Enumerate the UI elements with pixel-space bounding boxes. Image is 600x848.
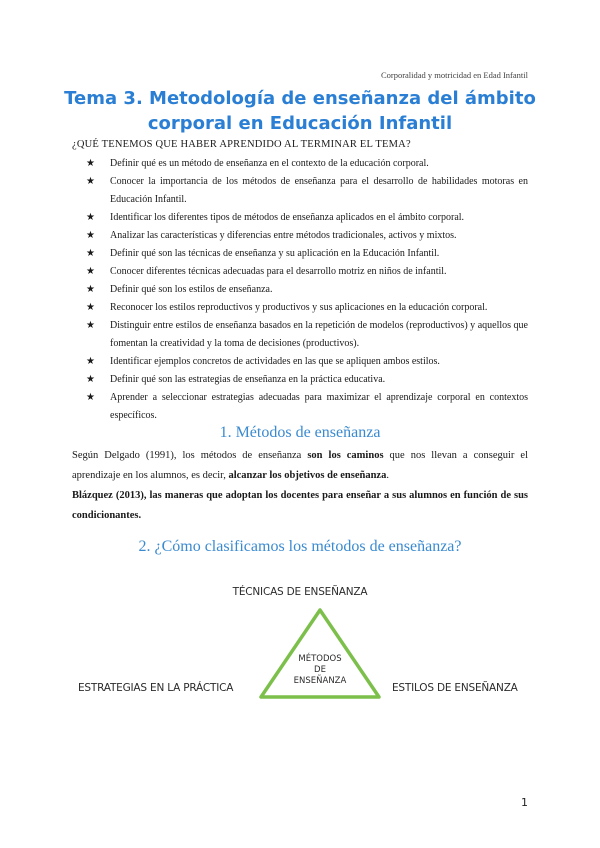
goal-item (72, 353, 528, 371)
goal-text: Definir qué son las técnicas de enseñanza y su aplicación en la Educación Infantil. (110, 248, 440, 259)
star-icon: ★ (86, 356, 95, 367)
page-number: 1 (521, 796, 528, 809)
center-line-1: MÉTODOS (298, 654, 342, 664)
emphasis-text: son los caminos (307, 450, 384, 461)
goal-item (72, 155, 528, 173)
diagram-label-strategies: ESTRATEGIAS EN LA PRÁCTICA (78, 682, 234, 694)
star-icon: ★ (86, 230, 95, 241)
diagram-label-techniques: TÉCNICAS DE ENSEÑANZA (232, 586, 368, 598)
running-header: Corporalidad y motricidad en Edad Infantil (380, 70, 528, 80)
section-heading-classification: 2. ¿Cómo clasificamos los métodos de enseñanza? (138, 538, 462, 555)
goal-item (72, 389, 528, 425)
star-icon: ★ (86, 212, 95, 223)
goal-text: Aprender a seleccionar estrategias adecuadas para maximizar el aprendizaje corporal en contextos específicos. (110, 392, 528, 421)
learning-goals-list (72, 155, 528, 425)
star-icon: ★ (86, 302, 95, 313)
star-icon: ★ (86, 284, 95, 295)
goal-item (72, 281, 528, 299)
star-icon: ★ (86, 176, 95, 187)
paragraph-blazquez: Blázquez (2013), las maneras que adoptan los docentes para enseñar a sus alumnos en función de sus condicionantes. (72, 490, 528, 521)
section-heading-methods: 1. Métodos de enseñanza (219, 424, 381, 441)
goal-text: Definir qué es un método de enseñanza en el contexto de la educación corporal. (110, 158, 429, 169)
goal-text: Analizar las características y diferencias entre métodos tradicionales, activos y mixtos. (110, 230, 457, 241)
diagram-center-label (270, 654, 370, 687)
goal-text: Definir qué son las estrategias de enseñanza en la práctica educativa. (110, 374, 386, 385)
goal-text: Conocer diferentes técnicas adecuadas para el desarrollo motriz en niños de infantil. (110, 266, 447, 277)
star-icon: ★ (86, 320, 95, 331)
paragraph-delgado (72, 446, 528, 486)
center-line-3: ENSEÑANZA (293, 676, 347, 686)
goal-item (72, 299, 528, 317)
goal-text: Identificar ejemplos concretos de actividades en las que se apliquen ambos estilos. (110, 356, 440, 367)
goal-item (72, 317, 528, 353)
goal-item (72, 371, 528, 389)
paragraph-text: Según Delgado (1991), los métodos de enseñanza (72, 450, 308, 461)
goal-item (72, 227, 528, 245)
title-line-1: Tema 3. Metodología de enseñanza del ámbito (64, 88, 536, 109)
goal-item (72, 245, 528, 263)
title-line-2: corporal en Educación Infantil (147, 113, 453, 134)
goal-text: Distinguir entre estilos de enseñanza basados en la repetición de modelos (reproductivos) y aquellos que fomentan la creatividad y la toma de decisiones (productivos). (110, 320, 528, 349)
star-icon: ★ (86, 158, 95, 169)
methods-diagram (0, 570, 600, 720)
star-icon: ★ (86, 392, 95, 403)
center-line-2: DE (314, 665, 326, 675)
goal-item (72, 263, 528, 281)
paragraph-text: que nos llevan a conseguir el aprendizaje en los alumnos, es decir, (72, 450, 528, 481)
goal-item (72, 209, 528, 227)
goal-text: Reconocer los estilos reproductivos y productivos y sus aplicaciones en la educación corporal. (110, 302, 488, 313)
paragraph-text: . (386, 470, 389, 481)
goal-text: Identificar los diferentes tipos de métodos de enseñanza aplicados en el ámbito corporal. (110, 212, 465, 223)
star-icon: ★ (86, 248, 95, 259)
emphasis-text: alcanzar los objetivos de enseñanza (228, 470, 387, 481)
star-icon: ★ (86, 266, 95, 277)
page-title (60, 86, 540, 136)
goal-text: Definir qué son los estilos de enseñanza. (110, 284, 273, 295)
goal-text: Conocer la importancia de los métodos de enseñanza para el desarrollo de habilidades motoras en Educación Infantil. (110, 176, 528, 205)
star-icon: ★ (86, 374, 95, 385)
goal-item (72, 173, 528, 209)
diagram-label-styles: ESTILOS DE ENSEÑANZA (392, 682, 518, 694)
learning-question: ¿QUÉ TENEMOS QUE HABER APRENDIDO AL TERMINAR EL TEMA? (72, 139, 411, 150)
